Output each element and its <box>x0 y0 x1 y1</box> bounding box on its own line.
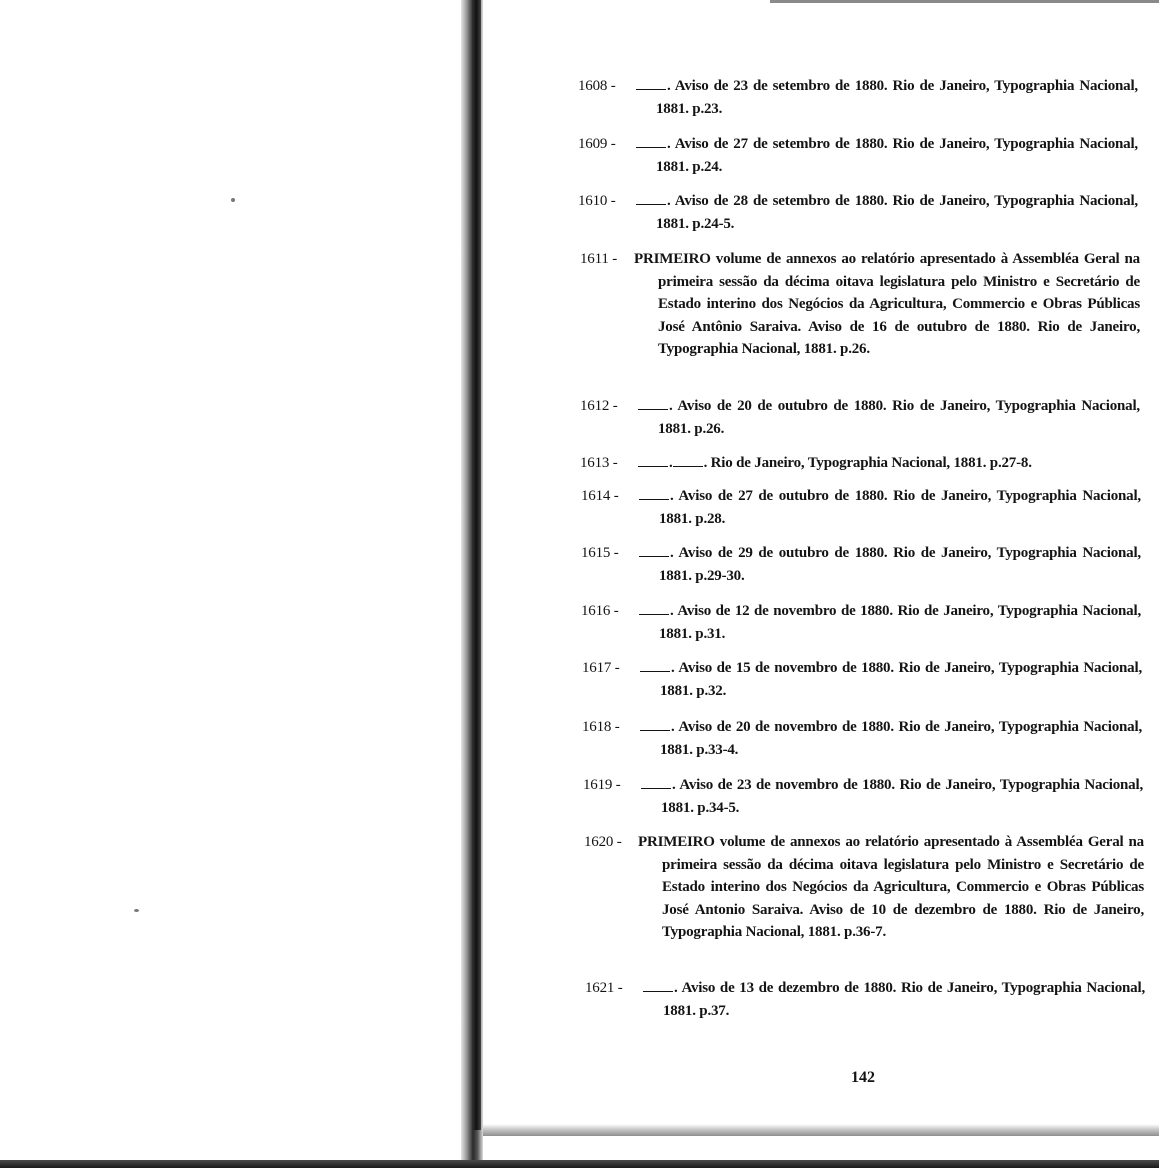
bibliography-entry <box>581 542 1141 587</box>
entry-number: 1617 - <box>582 660 620 676</box>
bibliography-entry <box>582 657 1142 702</box>
entry-text: . Aviso de 15 de novembro de 1880. Rio de Janeiro, Typographia Nacional, 1881. p.32. <box>660 660 1142 699</box>
ditto-blank <box>641 776 671 789</box>
bibliography-entry: 1613 - . . Rio de Janeiro, Typographia Nacional, 1881. p.27-8. <box>580 452 1140 475</box>
entry-number: 1614 - <box>581 488 619 504</box>
bibliography-entry <box>580 395 1140 440</box>
entry-text: . Aviso de 28 de setembro de 1880. Rio de Janeiro, Typographia Nacional, 1881. p.24-5. <box>656 193 1138 232</box>
entry-number: 1610 - <box>578 193 616 209</box>
scan-speck <box>231 198 235 202</box>
book-binding-gutter <box>472 0 481 1130</box>
ditto-blank <box>639 602 669 615</box>
page-bottom-edge <box>483 1124 1159 1136</box>
entry-number: 1620 - <box>584 834 622 850</box>
entry-text: . Aviso de 20 de novembro de 1880. Rio de Janeiro, Typographia Nacional, 1881. p.33-4. <box>660 719 1142 758</box>
entry-number: 1619 - <box>583 777 621 793</box>
entry-text: . Aviso de 12 de novembro de 1880. Rio de Janeiro, Typographia Nacional, 1881. p.31. <box>659 603 1141 642</box>
entry-number: 1616 - <box>581 603 619 619</box>
scan-bottom-border <box>0 1160 1159 1168</box>
entry-text: . Aviso de 27 de setembro de 1880. Rio de Janeiro, Typographia Nacional, 1881. p.24. <box>656 136 1138 175</box>
bibliography-entry <box>578 75 1138 120</box>
bibliography-entry <box>585 977 1145 1022</box>
ditto-blank <box>643 979 673 992</box>
entry-text: . Aviso de 20 de outubro de 1880. Rio de Janeiro, Typographia Nacional, 1881. p.26. <box>658 398 1140 437</box>
ditto-blank <box>638 454 668 467</box>
bibliography-entry <box>581 600 1141 645</box>
ditto-blank <box>638 397 668 410</box>
entry-number: 1612 - <box>580 398 618 414</box>
entry-text: PRIMEIRO volume de annexos ao relatório apresentado à Assembléa Geral na primeira sessão da décima oitava legislatura pelo Ministro e Secretário de Estado interino dos Negócios da Agricultura, Commercio e Obras Públicas José Antônio Saraiva. Aviso de 16 de outubro de 1880. Rio de Janeiro, Typographia Nacional, 1881. p.26. <box>634 251 1140 357</box>
entry-text: . Aviso de 29 de outubro de 1880. Rio de Janeiro, Typographia Nacional, 1881. p.29-30. <box>659 545 1141 584</box>
entry-text: . Rio de Janeiro, Typographia Nacional, 1881. p.27-8. <box>703 455 1032 471</box>
ditto-blank <box>640 659 670 672</box>
ditto-blank <box>639 544 669 557</box>
bibliography-entry <box>583 774 1143 819</box>
entry-text: . Aviso de 23 de setembro de 1880. Rio de Janeiro, Typographia Nacional, 1881. p.23. <box>656 78 1138 117</box>
page-top-edge <box>770 0 1159 3</box>
bibliography-entry <box>581 485 1141 530</box>
entry-number: 1615 - <box>581 545 619 561</box>
entry-number: 1609 - <box>578 136 616 152</box>
bibliography-entry <box>578 133 1138 178</box>
bibliography-entry <box>580 248 1140 361</box>
entry-number: 1618 - <box>582 719 620 735</box>
ditto-blank <box>640 718 670 731</box>
entry-number: 1608 - <box>578 78 616 94</box>
bibliography-entry <box>582 716 1142 761</box>
ditto-blank <box>636 77 666 90</box>
entry-number: 1621 - <box>585 980 623 996</box>
entry-number: 1613 - <box>580 455 618 471</box>
entry-text: . Aviso de 27 de outubro de 1880. Rio de Janeiro, Typographia Nacional, 1881. p.28. <box>659 488 1141 527</box>
entry-number: 1611 - <box>580 251 617 267</box>
bibliography-entry <box>584 831 1144 944</box>
page-number: 142 <box>851 1069 875 1086</box>
ditto-blank <box>636 192 666 205</box>
entry-text: PRIMEIRO volume de annexos ao relatório apresentado à Assembléa Geral na primeira sessão da décima oitava legislatura pelo Ministro e Secretário de Estado interino dos Negócios da Agricultura, Commercio e Obras Públicas José Antonio Saraiva. Aviso de 10 de dezembro de 1880. Rio de Janeiro, Typographia Nacional, 1881. p.36-7. <box>638 834 1144 940</box>
entry-text: . Aviso de 13 de dezembro de 1880. Rio de Janeiro, Typographia Nacional, 1881. p.37. <box>663 980 1145 1019</box>
ditto-blank <box>636 135 666 148</box>
ditto-blank <box>673 454 703 467</box>
bibliography-entry <box>578 190 1138 235</box>
entry-text: . Aviso de 23 de novembro de 1880. Rio de Janeiro, Typographia Nacional, 1881. p.34-5. <box>661 777 1143 816</box>
ditto-blank <box>639 487 669 500</box>
scan-speck <box>134 909 139 912</box>
